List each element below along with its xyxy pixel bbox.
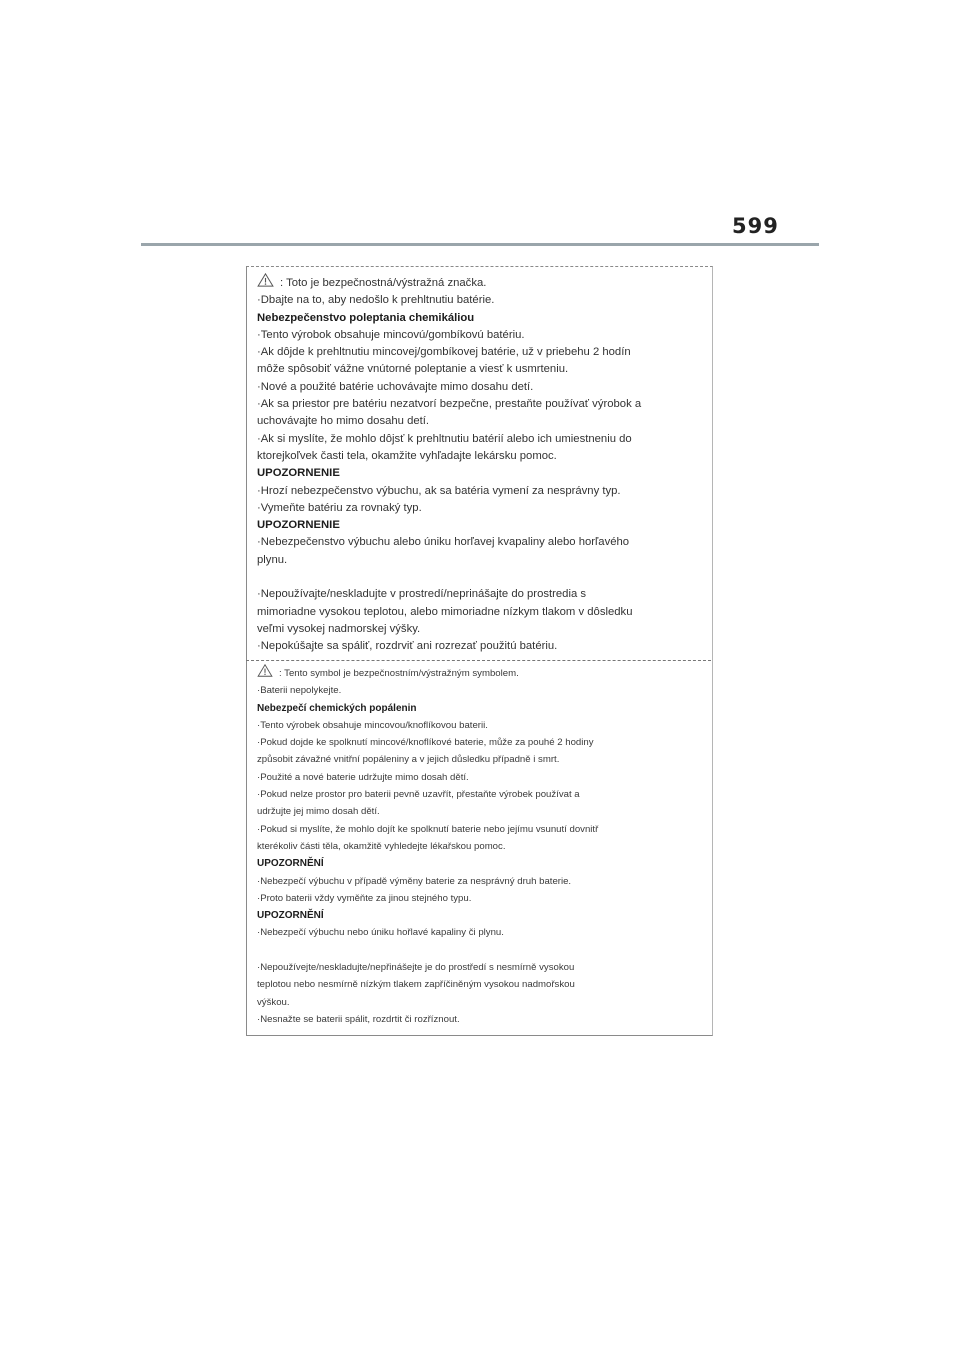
caution-heading: UPOZORNĚNÍ xyxy=(257,858,324,870)
text-line: veľmi vysokej nadmorskej výšky. xyxy=(257,622,421,635)
text-line: ·Nebezpečí výbuchu nebo úniku hořlavé kapaliny či plynu. xyxy=(257,927,504,939)
slovak-warning-section xyxy=(257,273,709,656)
text-line: ·Nebezpečenstvo výbuchu alebo úniku horľavej kvapaliny alebo horľavého xyxy=(257,536,630,549)
text-line: ·Tento výrobek obsahuje mincovou/knoflíkovou baterii. xyxy=(257,719,488,731)
text-line: ·Tento výrobok obsahuje mincovú/gombíkovú batériu. xyxy=(257,328,525,341)
text-line: ·Nepokúšajte sa spáliť, rozdrviť ani rozrezať použitú batériu. xyxy=(257,640,558,653)
text-line: ktorejkoľvek časti tela, okamžite vyhľadajte lekársku pomoc. xyxy=(257,449,557,462)
section-divider xyxy=(246,660,711,661)
czech-warning-section xyxy=(257,664,709,1028)
text-line: kterékoliv části těla, okamžitě vyhledejte lékařskou pomoc. xyxy=(257,840,506,852)
warning-triangle-icon xyxy=(257,273,274,287)
text-line: ·Dbajte na to, aby nedošlo k prehltnutiu batérie. xyxy=(257,294,495,307)
czech-header-text: : Tento symbol je bezpečnostním/výstražným symbolem. xyxy=(279,668,519,679)
text-line: výškou. xyxy=(257,996,290,1008)
slovak-header-text: : Toto je bezpečnostná/výstražná značka. xyxy=(280,277,487,289)
czech-header xyxy=(257,664,709,682)
text-line: ·Ak sa priestor pre batériu nezatvorí bezpečne, prestaňte používať výrobok a xyxy=(257,398,642,411)
text-line: uchovávajte ho mimo dosahu detí. xyxy=(257,415,430,428)
text-line: ·Pokud nelze prostor pro baterii pevně uzavřít, přestaňte výrobek používat a xyxy=(257,789,580,801)
text-line: ·Hrozí nebezpečenstvo výbuchu, ak sa batéria vymení za nesprávny typ. xyxy=(257,484,621,497)
text-line: ·Ak dôjde k prehltnutiu mincovej/gombíkovej batérie, už v priebehu 2 hodín xyxy=(257,346,631,359)
text-line: ·Ak si myslíte, že mohlo dôjsť k prehltnutiu batérií alebo ich umiestneniu do xyxy=(257,432,632,445)
text-line: způsobit závažné vnitřní popáleniny a v jejich důsledku případně i smrt. xyxy=(257,754,560,766)
text-line: ·Baterii nepolykejte. xyxy=(257,685,342,697)
caution-heading: UPOZORNENIE xyxy=(257,519,340,532)
warning-triangle-icon xyxy=(257,664,273,677)
text-line: ·Pokud si myslíte, že mohlo dojít ke spolknutí baterie nebo jejímu vsunutí dovnitř xyxy=(257,823,599,835)
slovak-header xyxy=(257,273,709,292)
text-line: ·Nepoužívajte/neskladujte v prostredí/neprinášajte do prostredia s xyxy=(257,588,587,601)
spacer xyxy=(257,569,709,586)
text-line: ·Nové a použité batérie uchovávajte mimo dosahu detí. xyxy=(257,380,534,393)
text-line: ·Proto baterii vždy vyměňte za jinou stejného typu. xyxy=(257,892,472,904)
text-line: mimoriadne vysokou teplotou, alebo mimoriadne nízkym tlakom v dôsledku xyxy=(257,605,633,618)
text-line: ·Vymeňte batériu za rovnaký typ. xyxy=(257,501,422,514)
text-line: udržujte jej mimo dosah dětí. xyxy=(257,806,380,818)
text-line: ·Nesnažte se baterii spálit, rozdrtit či rozříznout. xyxy=(257,1013,460,1025)
spacer xyxy=(257,942,709,959)
text-line: ·Pokud dojde ke spolknutí mincové/knoflíkové baterie, může za pouhé 2 hodiny xyxy=(257,737,594,749)
header-rule xyxy=(141,243,819,246)
section-heading: Nebezpečí chemických popálenin xyxy=(257,702,417,714)
text-line: môže spôsobiť vážne vnútorné poleptanie a viesť k usmrteniu. xyxy=(257,363,569,376)
text-line: ·Nepoužívejte/neskladujte/nepřinášejte je do prostředí s nesmírně vysokou xyxy=(257,962,575,974)
page-number: 599 xyxy=(732,214,779,238)
caution-heading: UPOZORNENIE xyxy=(257,467,340,480)
text-line: plynu. xyxy=(257,553,288,566)
text-line: ·Použité a nové baterie udržujte mimo dosah dětí. xyxy=(257,771,469,783)
section-heading: Nebezpečenstvo poleptania chemikáliou xyxy=(257,311,475,324)
text-line: ·Nebezpečí výbuchu v případě výměny baterie za nesprávný druh baterie. xyxy=(257,875,572,887)
text-line: teplotou nebo nesmírně nízkým tlakem zapříčiněným vysokou nadmořskou xyxy=(257,979,575,991)
caution-heading: UPOZORNĚNÍ xyxy=(257,910,324,922)
